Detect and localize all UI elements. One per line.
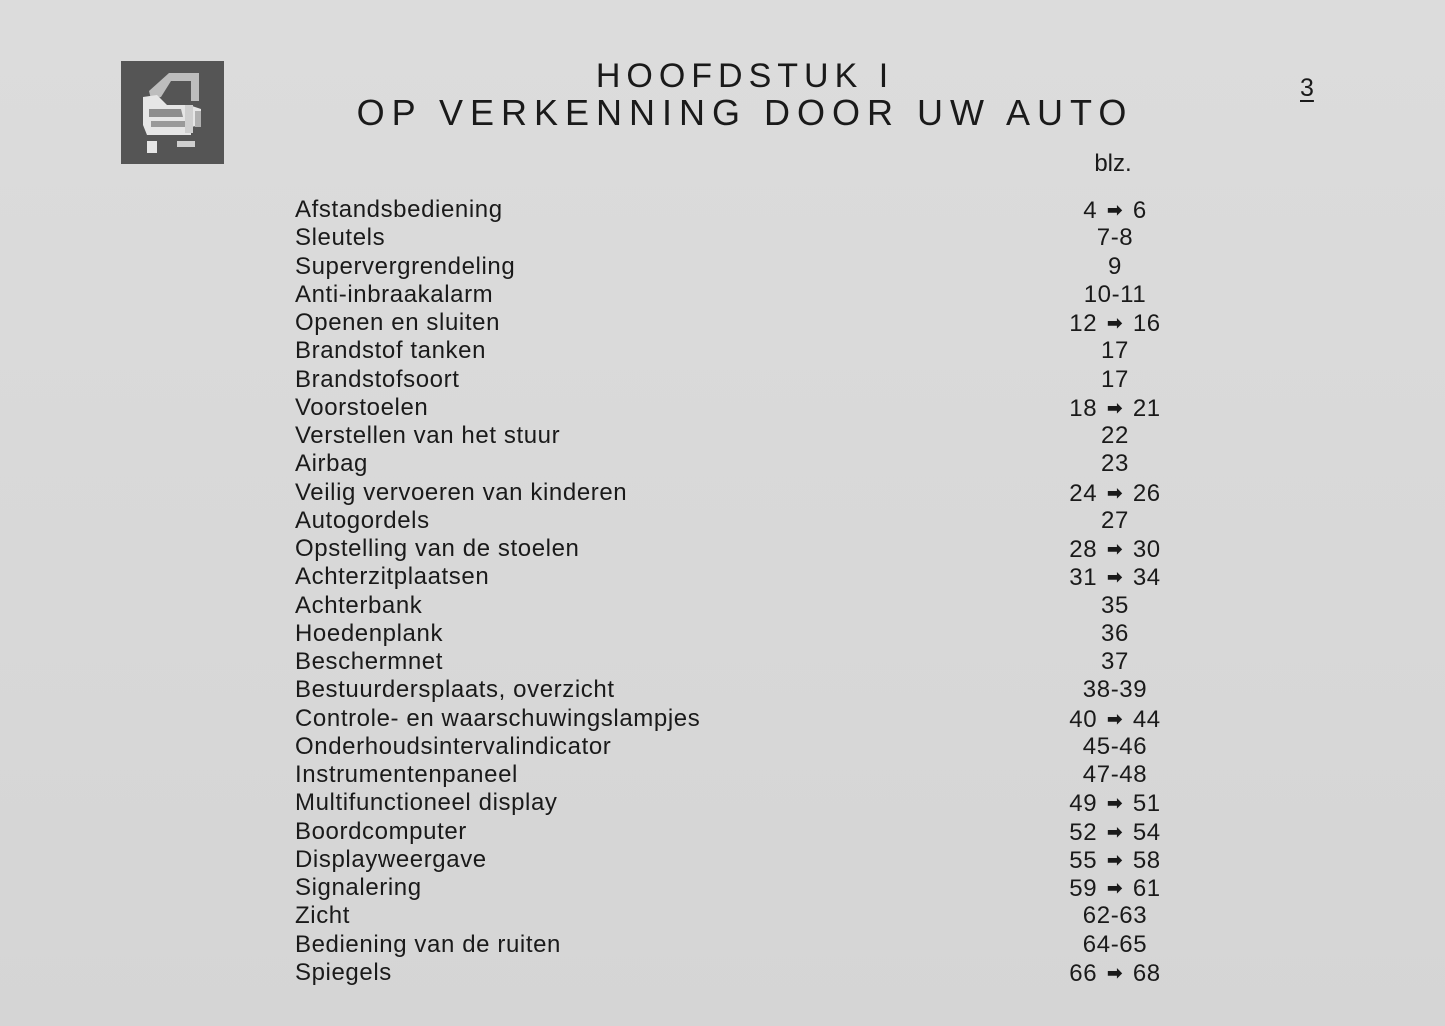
toc-entry [295, 592, 1195, 620]
toc-entry-label: Brandstofsoort [295, 365, 460, 393]
toc-entry-label: Onderhoudsintervalindicator [295, 732, 612, 760]
toc-entry-label: Sleutels [295, 224, 386, 252]
toc-entry [295, 676, 1195, 704]
toc-entry [295, 450, 1195, 478]
arrow-right-icon: ➡ [1107, 567, 1123, 588]
toc-entry-pages: 62-63 [1082, 902, 1148, 930]
toc-entry-pages: 31 ➡ 34 [1069, 564, 1161, 592]
toc-entry-label: Instrumentenpaneel [295, 761, 518, 788]
toc-entry [295, 789, 1195, 817]
toc-entry-pages: 47-48 [1082, 761, 1148, 788]
toc-entry-label: Anti-inbraakalarm [295, 280, 494, 308]
toc-entry-pages: 28 ➡ 30 [1069, 536, 1161, 563]
toc-entry-label: Hoedenplank [295, 619, 444, 647]
toc-entry-label: Spiegels [295, 958, 392, 986]
toc-entry-pages: 55 ➡ 58 [1069, 846, 1161, 874]
toc-entry-label: Opstelling van de stoelen [295, 535, 580, 562]
toc-entry-label: Achterbank [295, 591, 423, 619]
toc-entry [295, 535, 1195, 563]
toc-entry-pages: 49 ➡ 51 [1069, 790, 1161, 818]
toc-entry-label: Veilig vervoeren van kinderen [295, 478, 628, 506]
arrow-right-icon: ➡ [1107, 821, 1123, 842]
arrow-right-icon: ➡ [1107, 397, 1123, 418]
toc-entry-label: Multifunctioneel display [295, 789, 558, 817]
toc-entry [295, 366, 1195, 394]
toc-entry [295, 761, 1195, 789]
toc-entry-label: Voorstoelen [295, 393, 429, 421]
toc-entry [295, 253, 1195, 281]
car-interior-icon-graphic [121, 61, 224, 164]
toc-entry-pages: 17 [1101, 337, 1129, 365]
toc-entry-pages: 22 [1101, 422, 1129, 449]
toc-entry-pages: 36 [1101, 619, 1129, 647]
toc-entry-label: Controle- en waarschuwingslampjes [295, 704, 701, 732]
toc-entry-label: Brandstof tanken [295, 337, 487, 365]
toc-entry-label: Bediening van de ruiten [295, 930, 561, 958]
arrow-right-icon: ➡ [1107, 878, 1123, 898]
toc-entry [295, 959, 1195, 987]
toc-entry-pages: 38-39 [1082, 676, 1148, 704]
chapter-heading [270, 58, 1220, 132]
toc-entry [295, 648, 1195, 676]
toc-entry-label: Afstandsbediening [295, 196, 503, 223]
toc-entry [295, 337, 1195, 365]
toc-entry [295, 705, 1195, 733]
chapter-label: HOOFDSTUK I [595, 57, 895, 95]
toc-entry-label: Displayweergave [295, 845, 487, 873]
toc-entry [295, 224, 1195, 252]
arrow-right-icon: ➡ [1107, 849, 1123, 870]
toc-entry-pages: 17 [1101, 365, 1129, 393]
arrow-right-icon: ➡ [1107, 793, 1123, 814]
toc-entry [295, 902, 1195, 930]
toc-entry-pages: 23 [1101, 450, 1129, 478]
toc-entry [295, 846, 1195, 874]
toc-entry-pages: 45-46 [1082, 732, 1148, 760]
toc-entry [295, 931, 1195, 959]
toc-entry-label: Achterzitplaatsen [295, 563, 490, 591]
table-of-contents [295, 196, 1195, 987]
toc-entry [295, 196, 1195, 224]
arrow-right-icon: ➡ [1107, 708, 1123, 729]
toc-entry [295, 309, 1195, 337]
arrow-right-icon: ➡ [1107, 539, 1123, 559]
toc-entry-label: Signalering [295, 874, 422, 901]
toc-entry [295, 733, 1195, 761]
toc-entry-pages: 18 ➡ 21 [1069, 394, 1161, 422]
toc-entry-pages: 24 ➡ 26 [1069, 479, 1161, 507]
arrow-right-icon: ➡ [1107, 482, 1123, 503]
toc-entry [295, 422, 1195, 450]
toc-entry-pages: 9 [1108, 252, 1122, 280]
toc-entry [295, 874, 1195, 902]
toc-entry-pages: 64-65 [1082, 930, 1148, 958]
toc-entry-pages: 4 ➡ 6 [1083, 197, 1147, 224]
arrow-right-icon: ➡ [1107, 313, 1123, 333]
toc-entry-pages: 27 [1101, 506, 1129, 534]
toc-entry-label: Verstellen van het stuur [295, 422, 561, 449]
toc-entry-label: Zicht [295, 902, 351, 930]
toc-entry-pages: 37 [1101, 648, 1129, 675]
toc-entry-pages: 66 ➡ 68 [1069, 959, 1161, 987]
toc-entry-label: Openen en sluiten [295, 309, 501, 336]
page-number: 3 [1300, 74, 1314, 102]
toc-entry-pages: 40 ➡ 44 [1069, 705, 1161, 733]
toc-entry-label: Bestuurdersplaats, overzicht [295, 676, 615, 704]
toc-entry [295, 394, 1195, 422]
toc-entry-label: Boordcomputer [295, 817, 467, 845]
toc-entry [295, 620, 1195, 648]
toc-entry-pages: 12 ➡ 16 [1069, 310, 1161, 337]
toc-entry-pages: 59 ➡ 61 [1069, 875, 1161, 902]
toc-entry-label: Autogordels [295, 506, 430, 534]
toc-entry-pages: 7-8 [1096, 224, 1134, 252]
arrow-right-icon: ➡ [1107, 962, 1123, 983]
toc-entry [295, 479, 1195, 507]
arrow-right-icon: ➡ [1107, 200, 1123, 220]
toc-entry-pages: 52 ➡ 54 [1069, 818, 1161, 846]
car-interior-icon [121, 61, 224, 164]
toc-entry [295, 281, 1195, 309]
pages-column-header: blz. [1094, 150, 1132, 177]
toc-entry [295, 507, 1195, 535]
toc-entry-pages: 35 [1101, 591, 1129, 619]
toc-entry-label: Supervergrendeling [295, 252, 516, 280]
chapter-title: OP VERKENNING DOOR UW AUTO [356, 92, 1134, 133]
toc-entry-label: Airbag [295, 450, 368, 478]
toc-entry [295, 818, 1195, 846]
toc-entry-label: Beschermnet [295, 648, 443, 675]
toc-entry-pages: 10-11 [1083, 280, 1147, 308]
toc-entry [295, 563, 1195, 591]
